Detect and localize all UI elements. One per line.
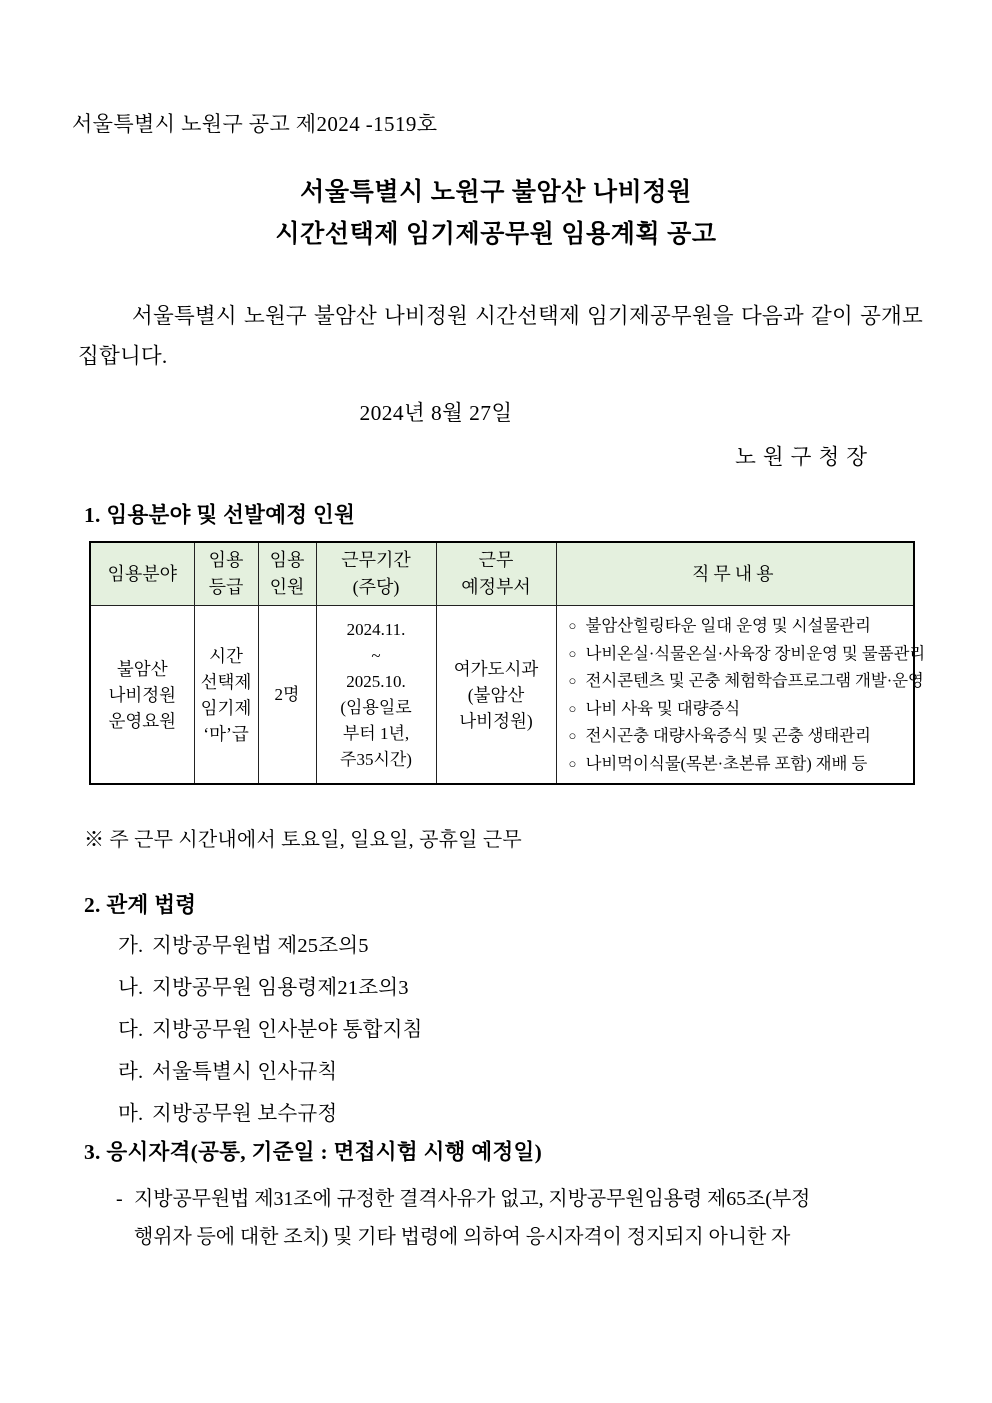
document-title — [0, 172, 992, 256]
header-grade-line-1: 임용 — [208, 550, 244, 570]
table-note: ※ 주 근무 시간내에서 토요일, 일요일, 공휴일 근무 — [84, 829, 522, 851]
law-item-text: 지방공무원 인사분야 통합지침 — [152, 1019, 423, 1041]
cell-department-line-1: 여가도시과 — [453, 658, 539, 679]
cell-count: 2명 — [258, 606, 316, 785]
law-item-marker: 마. — [118, 1103, 144, 1125]
law-item-1 — [118, 970, 409, 1000]
law-item-text: 지방공무원 보수규정 — [152, 1103, 338, 1125]
section-3-heading: 3. 응시자격(공통, 기준일 : 면접시험 시행 예정일) — [84, 1140, 543, 1164]
header-period-line-2: (주당) — [352, 577, 400, 597]
eligibility-line-1: 지방공무원법 제31조에 규정한 결격사유가 없고, 지방공무원임용령 제65조(부정 — [134, 1188, 811, 1210]
section-2-heading: 2. 관계 법령 — [84, 893, 197, 917]
header-field-text: 임용분야 — [107, 563, 178, 584]
law-item-text: 지방공무원 임용령제21조의3 — [152, 977, 409, 999]
announcement-date: 2024년 8월 27일 — [359, 401, 513, 425]
duty-text: 나비온실·식물온실·사육장 장비운영 및 물품관리 — [585, 643, 926, 663]
header-duty — [556, 542, 914, 606]
circle-bullet-icon: ○ — [568, 728, 577, 743]
cell-field-line-3: 운영요원 — [108, 710, 177, 731]
eligibility-line-2: 행위자 등에 대한 조치) 및 기타 법령에 의하여 응시자격이 정지되지 아니한 자 — [134, 1226, 791, 1248]
signatory: 노원구청장 — [735, 445, 874, 469]
cell-field-line-1: 불암산 — [116, 658, 168, 679]
law-item-0 — [118, 928, 369, 958]
cell-field — [90, 606, 194, 785]
law-item-3 — [118, 1054, 337, 1084]
list-item — [569, 612, 906, 640]
duty-text: 전시콘텐츠 및 곤충 체험학습프로그램 개발·운영 — [585, 671, 924, 690]
header-count — [258, 542, 316, 606]
cell-duty — [556, 606, 926, 785]
cell-period-line-1: 2024.11. — [346, 619, 406, 639]
header-grade-line-2: 등급 — [208, 577, 244, 597]
appointment-table — [89, 541, 926, 785]
circle-bullet-icon: ○ — [568, 755, 577, 771]
duty-text: 나비 사육 및 대량증식 — [585, 698, 741, 718]
cell-grade-line-1: 시간 — [209, 645, 243, 666]
header-department-line-2: 예정부서 — [461, 577, 531, 597]
header-field — [90, 542, 194, 606]
cell-department — [436, 606, 556, 785]
law-item-marker: 나. — [118, 977, 144, 999]
cell-period-line-6: 주35시간) — [340, 749, 412, 769]
header-count-line-1: 임용 — [269, 550, 305, 570]
law-item-4 — [118, 1096, 337, 1126]
header-period — [316, 542, 436, 606]
dash-marker: - — [116, 1188, 123, 1210]
cell-period-line-4: (임용일로 — [340, 697, 412, 717]
circle-bullet-icon: ○ — [568, 618, 577, 633]
header-duty-text: 직무내용 — [691, 563, 778, 584]
cell-period-line-2: ~ — [371, 645, 381, 665]
table-row — [90, 606, 914, 785]
law-item-marker: 다. — [118, 1019, 144, 1041]
duty-text: 전시곤충 대량사육증식 및 곤충 생태관리 — [585, 726, 871, 745]
law-item-marker: 라. — [118, 1061, 144, 1083]
header-grade — [194, 542, 258, 606]
title-line-1: 서울특별시 노원구 불암산 나비정원 — [300, 179, 692, 206]
intro-paragraph: 서울특별시 노원구 불암산 나비정원 시간선택제 임기제공무원을 다음과 같이 공개모집합니다. — [78, 304, 923, 368]
header-department-line-1: 근무 — [478, 550, 514, 570]
header-period-line-1: 근무기간 — [341, 550, 411, 570]
list-item — [568, 640, 926, 668]
cell-period-line-5: 부터 1년, — [342, 723, 410, 743]
cell-department-line-2: (불암산 — [467, 684, 525, 705]
cell-field-line-2: 나비정원 — [108, 684, 177, 705]
list-item — [569, 722, 906, 750]
duty-text: 불암산힐링타운 일대 운영 및 시설물관리 — [585, 616, 871, 635]
circle-bullet-icon: ○ — [568, 673, 577, 688]
cell-department-line-3: 나비정원) — [459, 710, 533, 731]
law-item-2 — [118, 1012, 423, 1042]
header-count-line-2: 인원 — [269, 577, 305, 597]
cell-grade — [194, 606, 258, 785]
circle-bullet-icon: ○ — [568, 700, 577, 716]
list-item — [569, 695, 906, 723]
eligibility-paragraph — [116, 1180, 926, 1256]
title-line-2: 시간선택제 임기제공무원 임용계획 공고 — [275, 221, 717, 248]
duty-list — [568, 612, 926, 777]
cell-grade-line-4: ‘마’급 — [203, 723, 249, 744]
cell-grade-line-3: 임기제 — [200, 697, 252, 718]
section-1-heading: 1. 임용분야 및 선발예정 인원 — [84, 503, 356, 527]
cell-period-line-3: 2025.10. — [346, 671, 406, 691]
law-item-text: 지방공무원법 제25조의5 — [152, 935, 369, 957]
duty-text: 나비먹이식물(목본·초본류 포함) 재배 등 — [585, 753, 868, 773]
law-item-text: 서울특별시 인사규칙 — [152, 1061, 338, 1083]
circle-bullet-icon: ○ — [568, 645, 577, 661]
law-item-marker: 가. — [118, 935, 144, 957]
cell-grade-line-2: 선택제 — [200, 671, 252, 692]
cell-period — [316, 606, 436, 785]
document-number: 서울특별시 노원구 공고 제2024 -1519호 — [72, 112, 438, 136]
list-item — [568, 667, 924, 695]
header-department — [436, 542, 556, 606]
table-header-row — [90, 542, 914, 606]
list-item — [569, 750, 906, 778]
